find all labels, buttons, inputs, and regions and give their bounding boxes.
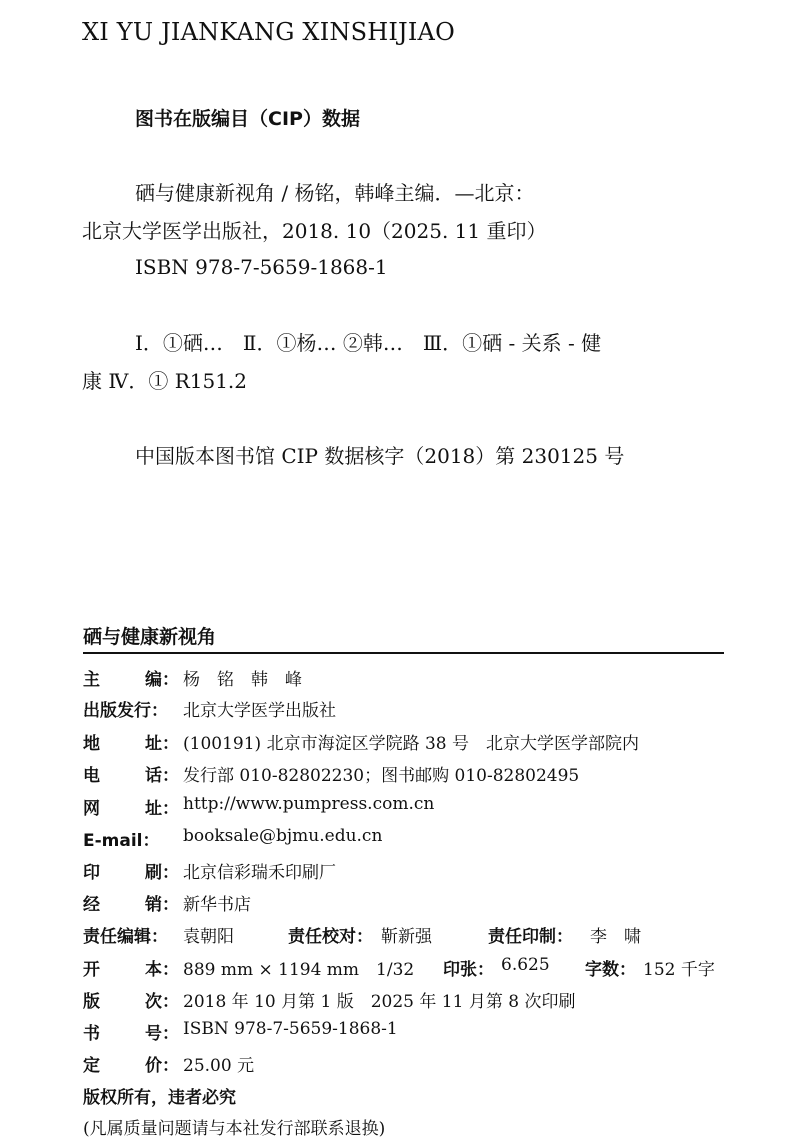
pinyin-title: XI YU JIANKANG XINSHIJIAO [82, 18, 455, 46]
email-address: booksale@bjmu.edu.cn [183, 826, 383, 846]
return-notice: (凡属质量问题请与本社发行部联系退换) [83, 1119, 386, 1139]
copyright-notice: 版权所有，违者必究 [83, 1088, 236, 1108]
cip-library-note: 中国版本图书馆 CIP 数据核字（2018）第 230125 号 [135, 444, 625, 468]
book-title: 硒与健康新视角 [83, 626, 217, 648]
cip-classification-line1: Ⅰ．①硒… Ⅱ．①杨… ②韩… Ⅲ．①硒 - 关系 - 健 [135, 331, 602, 355]
website-link: http://www.pumpress.com.cn [183, 794, 435, 814]
cip-publisher-line: 北京大学医学出版社，2018. 10（2025. 11 重印） [82, 219, 547, 243]
cip-isbn: ISBN 978-7-5659-1868-1 [135, 255, 388, 279]
divider-rule [83, 652, 724, 654]
cip-classification-line2: 康 Ⅳ．① R151.2 [82, 369, 248, 393]
cip-title-line: 硒与健康新视角 / 杨铭，韩峰主编．—北京： [135, 181, 535, 205]
cip-heading: 图书在版编目（CIP）数据 [135, 108, 360, 130]
